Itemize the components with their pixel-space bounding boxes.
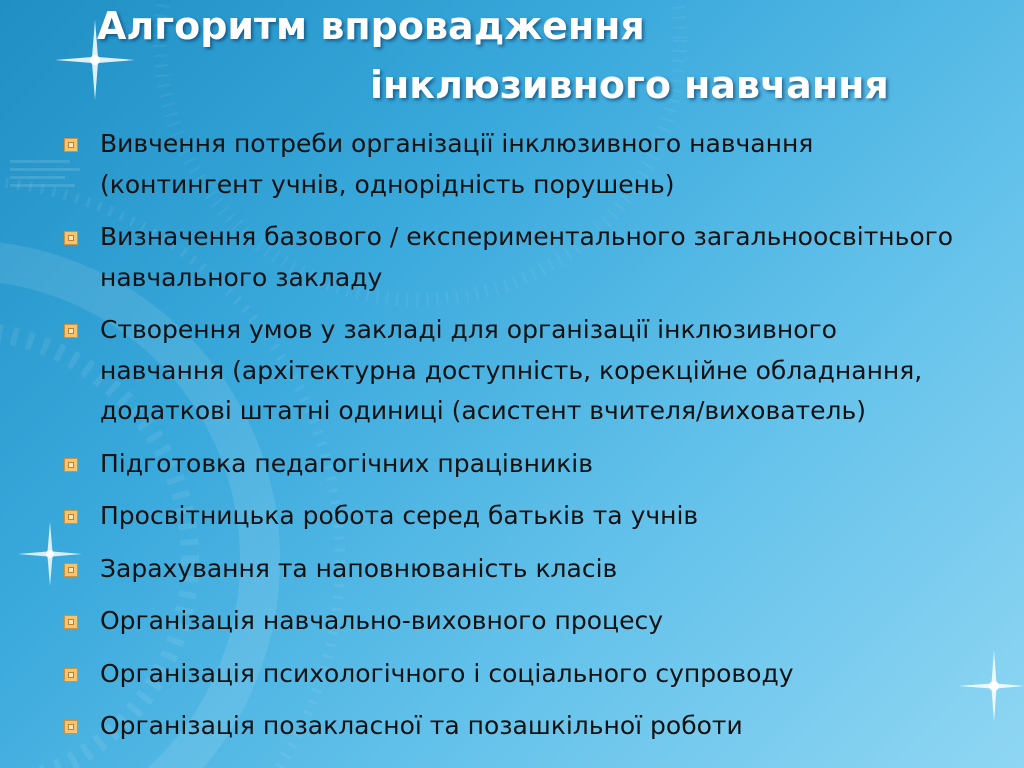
list-item-text: Організація позакласної та позашкільної роботи (100, 711, 743, 740)
list-item-text: Просвітницька робота серед батьків та учнів (100, 501, 699, 530)
list-item-text: Вивчення потреби організації інклюзивного навчання (контингент учнів, однорідність порушень) (100, 129, 814, 199)
slide-title (0, 0, 1024, 120)
square-bullet-icon (64, 510, 78, 524)
list-item (62, 549, 962, 590)
list-item-text: Створення умов у закладі для організації інклюзивного навчання (архітектурна доступність, корекційне обладнання, додаткові штатні одиниці (асистент вчителя/вихователь) (100, 315, 923, 425)
sparkle-star-icon (958, 650, 1024, 722)
list-item (62, 706, 962, 747)
list-item (62, 124, 962, 205)
list-item-text: Підготовка педагогічних працівників (100, 448, 593, 478)
list-item (62, 496, 962, 537)
bullet-list (62, 124, 962, 759)
title-line-2: інклюзивного навчання (370, 63, 889, 107)
square-bullet-icon (64, 231, 78, 245)
square-bullet-icon (64, 458, 78, 472)
list-item (62, 654, 962, 695)
square-bullet-icon (64, 668, 78, 682)
list-item-text: Зарахування та наповнюваність класів (100, 553, 618, 583)
list-item (62, 310, 962, 432)
list-item-text: Організація психологічного і соціального супроводу (100, 658, 794, 688)
square-bullet-icon (64, 720, 78, 734)
list-item (62, 217, 962, 298)
list-item-text: Організація навчально-виховного процесу (100, 606, 663, 635)
square-bullet-icon (64, 324, 78, 338)
list-item (62, 601, 962, 642)
square-bullet-icon (64, 615, 78, 629)
square-bullet-icon (64, 138, 78, 152)
list-item (62, 444, 962, 485)
list-item-text: Визначення базового / експериментального загальноосвітнього навчального закладу (100, 222, 954, 292)
title-line-1: Алгоритм впровадження (97, 4, 645, 48)
square-bullet-icon (64, 563, 78, 577)
